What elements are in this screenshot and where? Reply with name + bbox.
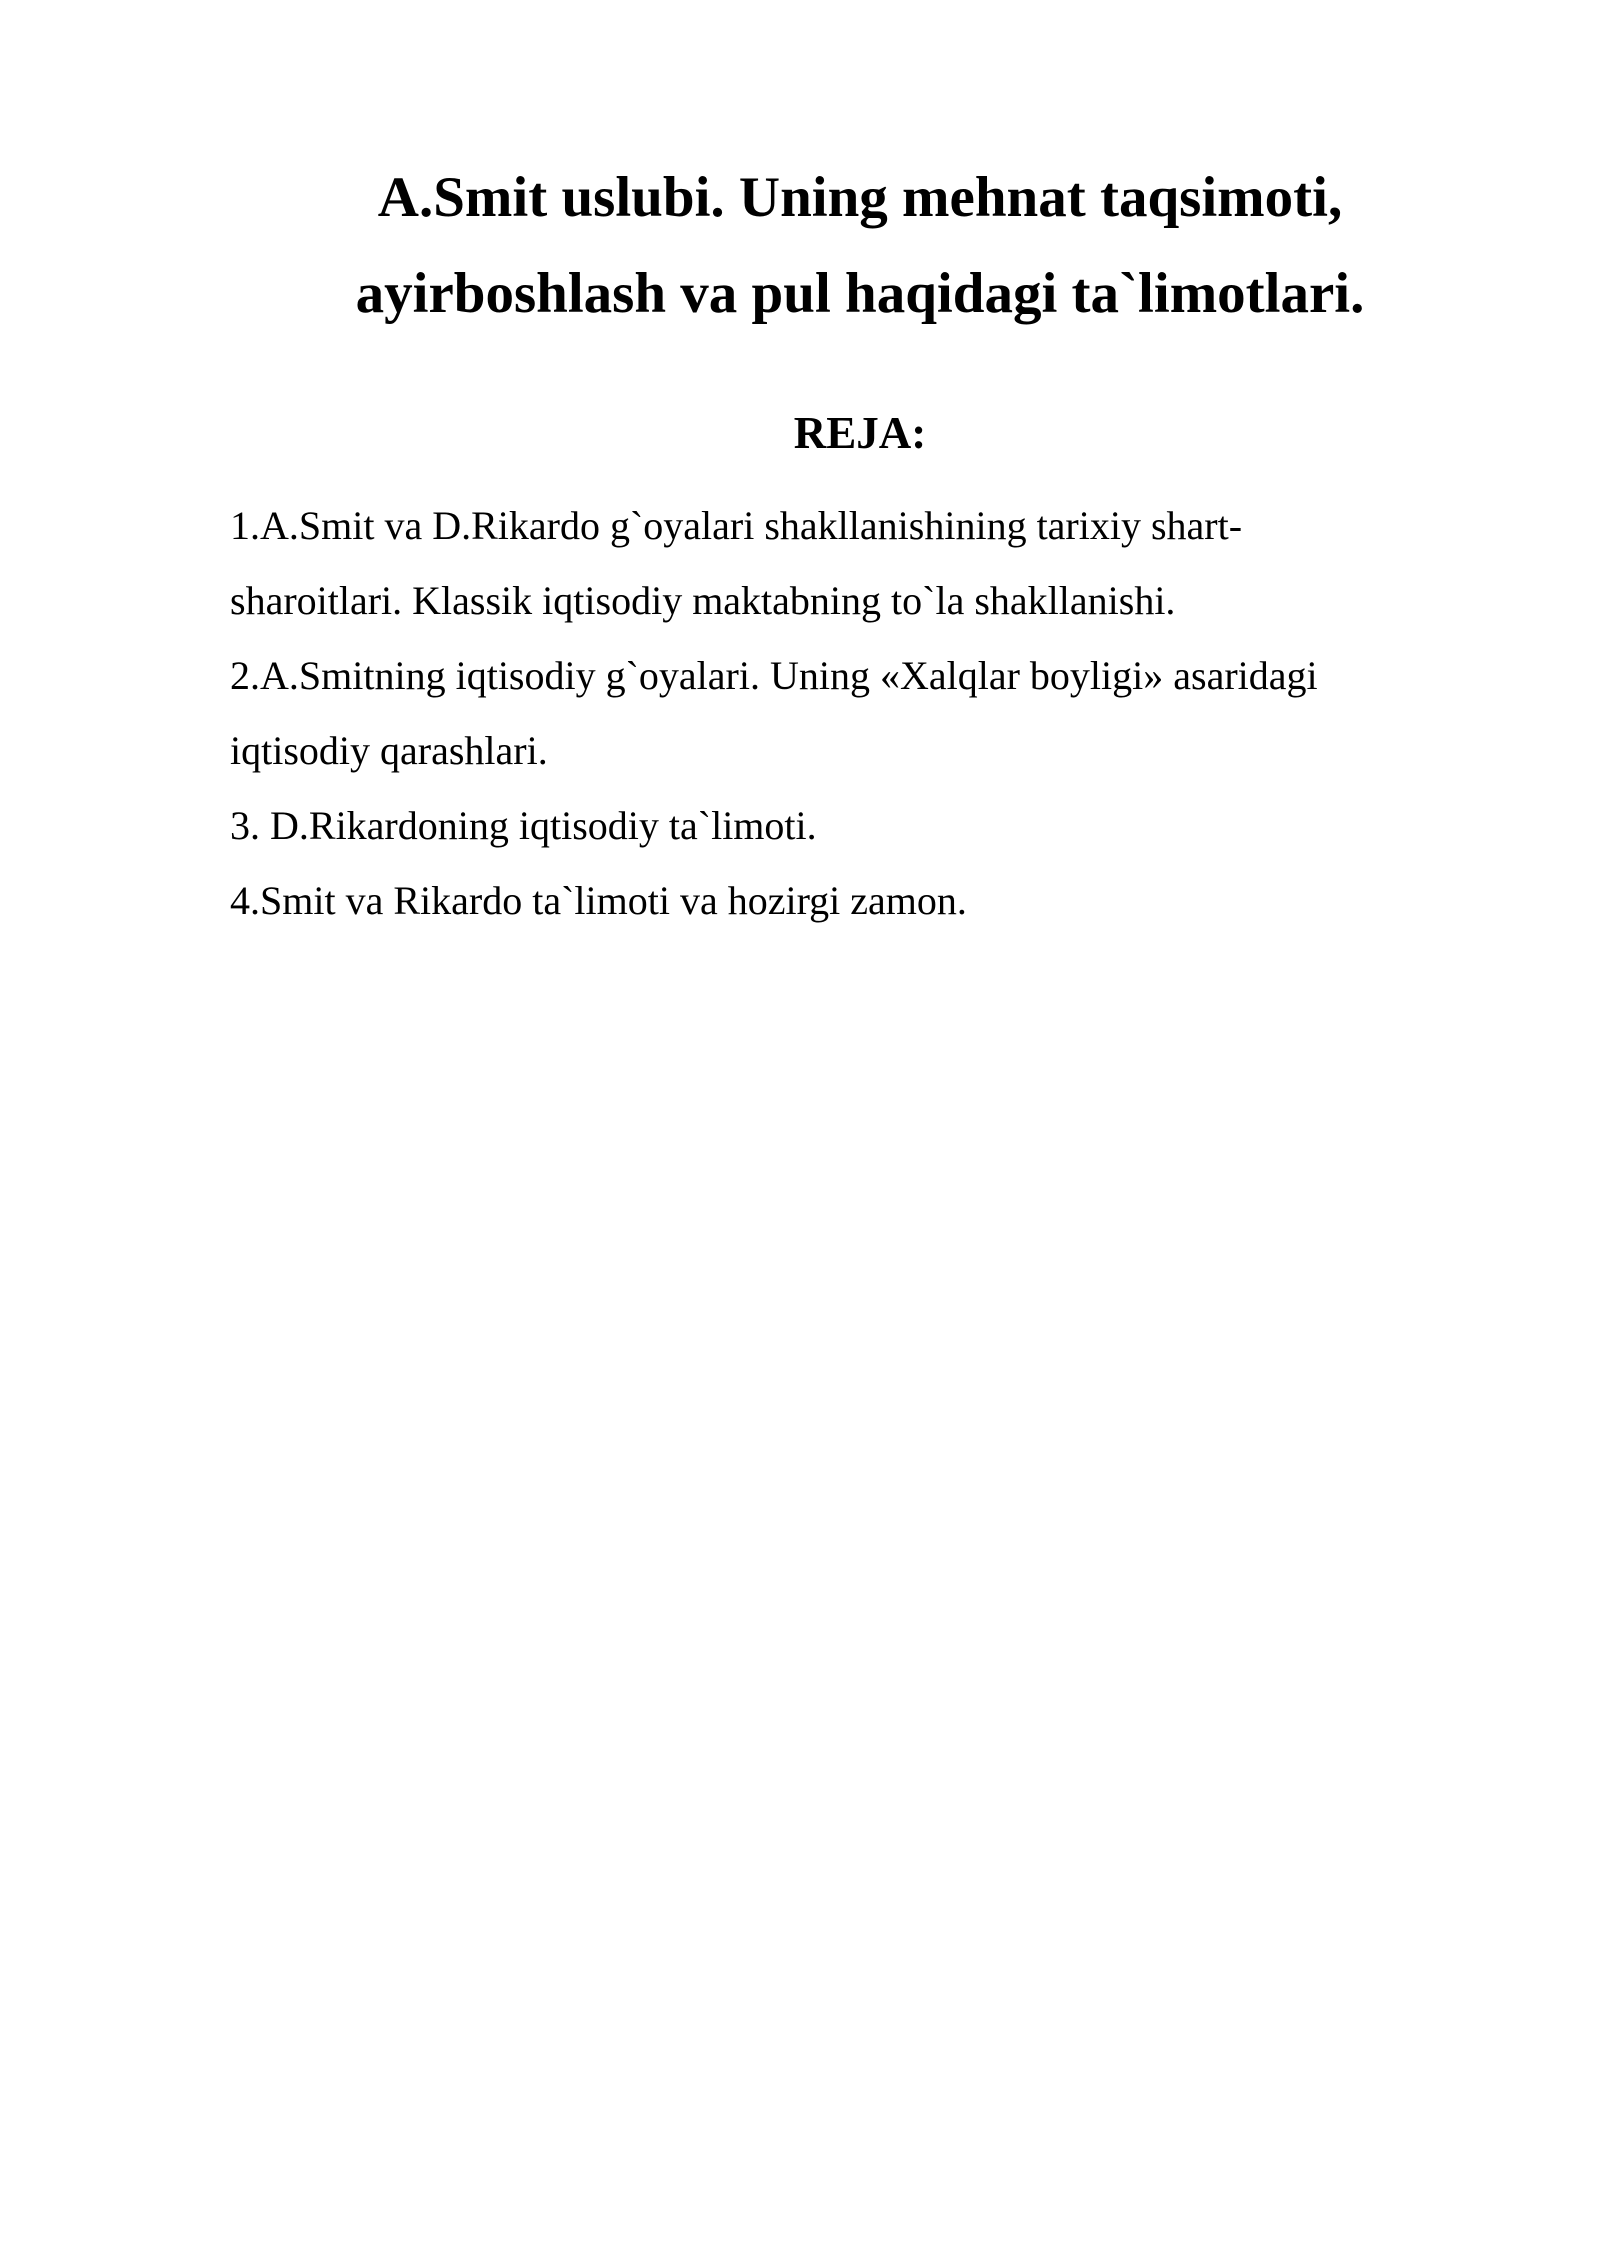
plan-item-2-line-2: iqtisodiy qarashlari.: [230, 728, 548, 773]
plan-item-2-line-1: 2.A.Smitning iqtisodiy g`oyalari. Uning «Xalqlar boyligi» asaridagi: [230, 653, 1318, 698]
plan-item-4: 4.Smit va Rikardo ta`limoti va hozirgi zamon.: [230, 878, 967, 923]
plan-item-1-line-2: sharoitlari. Klassik iqtisodiy maktabning to`la shakllanishi.: [230, 578, 1176, 623]
document-title: [230, 150, 1490, 342]
plan-list: [230, 488, 1430, 938]
title-line-2: ayirboshlash va pul haqidagi ta`limotlari.: [355, 262, 1365, 325]
title-line-1: A.Smit uslubi. Uning mehnat taqsimoti,: [377, 166, 1343, 229]
plan-heading: REJA:: [793, 408, 927, 458]
plan-item-3: 3. D.Rikardoning iqtisodiy ta`limoti.: [230, 803, 817, 848]
plan-item-1-line-1: 1.A.Smit va D.Rikardo g`oyalari shakllanishining tarixiy shart-: [230, 503, 1243, 548]
